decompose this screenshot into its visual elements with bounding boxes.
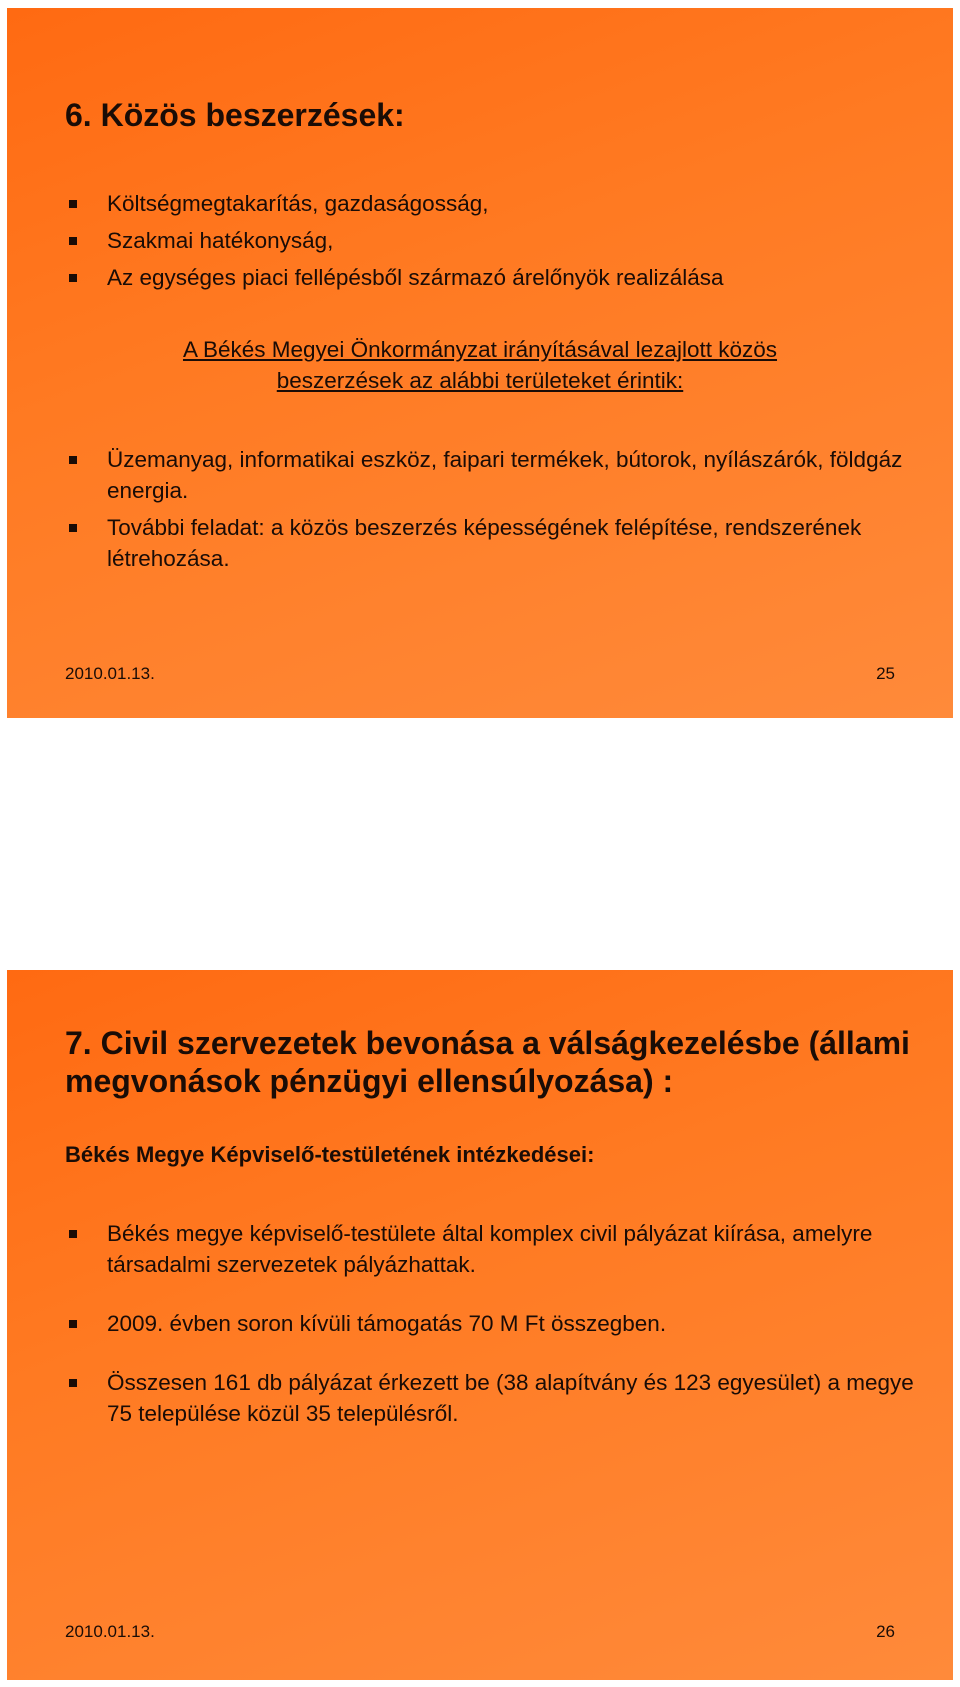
slide-title: 6. Közös beszerzések: xyxy=(65,97,405,133)
bullet-square-icon xyxy=(69,237,77,245)
bullet-square-icon xyxy=(69,274,77,282)
list-item xyxy=(67,444,927,506)
list-item-text: Szakmai hatékonyság, xyxy=(107,228,334,253)
list-item xyxy=(67,1308,927,1339)
list-item-text: Üzemanyag, informatikai eszköz, faipari termékek, bútorok, nyílászárók, földgáz energia. xyxy=(107,447,903,503)
bullet-square-icon xyxy=(69,1379,77,1387)
page-number: 25 xyxy=(876,664,895,683)
list-item xyxy=(67,1367,927,1429)
page-number: 26 xyxy=(876,1622,895,1641)
bullet-square-icon xyxy=(69,524,77,532)
footer-date: 2010.01.13. xyxy=(65,1622,155,1641)
areas-list xyxy=(67,444,927,580)
slide-25 xyxy=(7,8,953,718)
list-item-text: Békés megye képviselő-testülete által komplex civil pályázat kiírása, amelyre társadalmi szervezetek pályázhattak. xyxy=(107,1221,873,1277)
list-item-text: Költségmegtakarítás, gazdaságosság, xyxy=(107,191,489,216)
list-item xyxy=(67,1218,927,1280)
measures-list xyxy=(67,1218,927,1457)
list-item xyxy=(67,225,927,256)
list-item xyxy=(67,188,927,219)
list-item-text: További feladat: a közös beszerzés képességének felépítése, rendszerének létrehozása. xyxy=(107,515,862,571)
slide-26 xyxy=(7,970,953,1680)
list-item-text: Összesen 161 db pályázat érkezett be (38 alapítvány és 123 egyesület) a megye 75 települése közül 35 településről. xyxy=(107,1370,914,1426)
list-item-text: 2009. évben soron kívüli támogatás 70 M Ft összegben. xyxy=(107,1311,667,1336)
list-item xyxy=(67,512,927,574)
note-line: A Békés Megyei Önkormányzat irányításával lezajlott közös xyxy=(182,337,778,362)
bullet-square-icon xyxy=(69,1230,77,1238)
bullet-square-icon xyxy=(69,456,77,464)
note-line: beszerzések az alábbi területeket érintik: xyxy=(276,368,684,393)
slide-subheading: Békés Megye Képviselő-testületének intézkedései: xyxy=(65,1142,595,1167)
list-item xyxy=(67,262,927,293)
procurement-note xyxy=(7,334,953,396)
footer-date: 2010.01.13. xyxy=(65,664,155,683)
bullet-square-icon xyxy=(69,1320,77,1328)
slide-title: 7. Civil szervezetek bevonása a válságkezelésbe (állami megvonások pénzügyi ellensúlyozása) : xyxy=(65,1025,910,1099)
list-item-text: Az egységes piaci fellépésből származó árelőnyök realizálása xyxy=(107,265,724,290)
bullet-square-icon xyxy=(69,200,77,208)
benefits-list xyxy=(67,188,927,299)
